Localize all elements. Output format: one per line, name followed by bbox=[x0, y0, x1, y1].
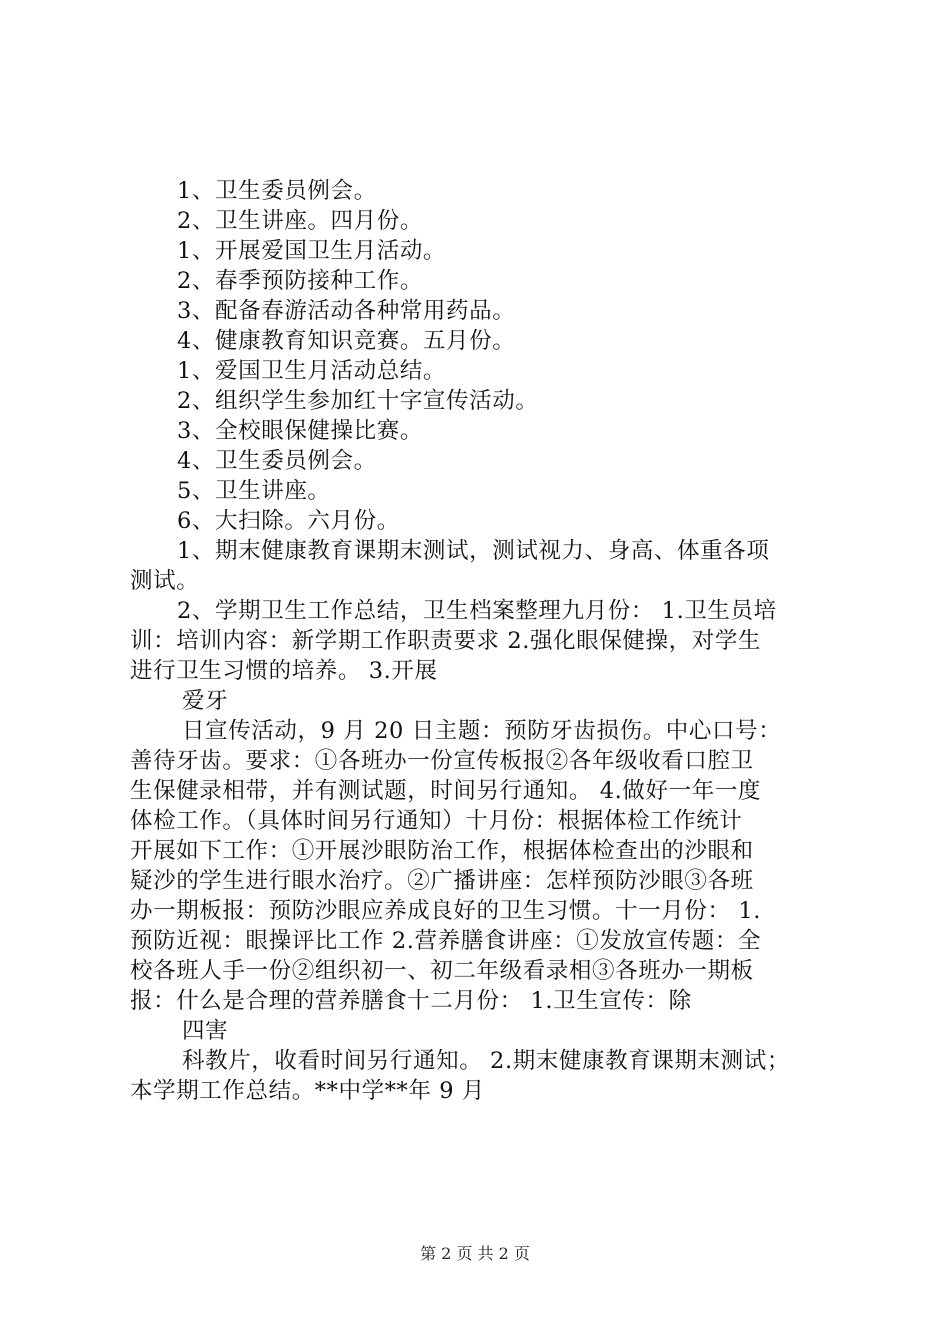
text-line: 1、开展爱国卫生月活动。 bbox=[177, 238, 447, 264]
text-line: 5、卫生讲座。 bbox=[177, 478, 331, 504]
text-line: 预防近视：眼操评比工作 2.营养膳食讲座：①发放宣传题：全 bbox=[130, 928, 762, 954]
page-number-footer: 第 2 页 共 2 页 bbox=[420, 1244, 530, 1263]
text-line: 1、爱国卫生月活动总结。 bbox=[177, 358, 447, 384]
text-line: 6、大扫除。六月份。 bbox=[177, 508, 400, 534]
text-line: 2、春季预防接种工作。 bbox=[177, 268, 423, 294]
text-line: 办一期板报：预防沙眼应养成良好的卫生习惯。十一月份： 1. bbox=[130, 898, 762, 924]
text-line: 科教片，收看时间另行通知。 2.期末健康教育课期末测试； bbox=[182, 1048, 790, 1074]
text-line: 进行卫生习惯的培养。 3.开展 bbox=[130, 658, 438, 684]
text-line: 3、全校眼保健操比赛。 bbox=[177, 418, 423, 444]
text-line: 训：培训内容：新学期工作职责要求 2.强化眼保健操，对学生 bbox=[130, 628, 762, 654]
text-line: 体检工作。（具体时间另行通知）十月份：根据体检工作统计 bbox=[130, 808, 743, 834]
text-line: 校各班人手一份②组织初一、初二年级看录相③各班办一期板 bbox=[130, 958, 754, 984]
text-line: 日宣传活动，9 月 20 日主题：预防牙齿损伤。中心口号： bbox=[182, 718, 782, 744]
text-line: 疑沙的学生进行眼水治疗。②广播讲座：怎样预防沙眼③各班 bbox=[130, 868, 754, 894]
text-line: 测试。 bbox=[130, 568, 200, 594]
text-line: 爱牙 bbox=[182, 688, 229, 714]
text-line: 2、卫生讲座。四月份。 bbox=[177, 208, 423, 234]
text-line: 2、组织学生参加红十字宣传活动。 bbox=[177, 388, 539, 414]
text-line: 4、健康教育知识竞赛。五月份。 bbox=[177, 328, 516, 354]
text-line: 善待牙齿。要求：①各班办一份宣传板报②各年级收看口腔卫 bbox=[130, 748, 754, 774]
text-line: 报：什么是合理的营养膳食十二月份： 1.卫生宣传：除 bbox=[130, 988, 692, 1014]
text-line: 1、期末健康教育课期末测试，测试视力、身高、体重各项 bbox=[177, 538, 770, 564]
text-line: 开展如下工作：①开展沙眼防治工作，根据体检查出的沙眼和 bbox=[130, 838, 754, 864]
text-line: 2、学期卫生工作总结，卫生档案整理九月份： 1.卫生员培 bbox=[177, 598, 777, 624]
text-line: 本学期工作总结。**中学**年 9 月 bbox=[130, 1078, 486, 1104]
text-line: 3、配备春游活动各种常用药品。 bbox=[177, 298, 516, 324]
text-line: 四害 bbox=[182, 1018, 229, 1044]
text-line: 1、卫生委员例会。 bbox=[177, 178, 377, 204]
text-line: 生保健录相带，并有测试题，时间另行通知。 4.做好一年一度 bbox=[130, 778, 762, 804]
document-body bbox=[130, 176, 830, 1106]
text-line: 4、卫生委员例会。 bbox=[177, 448, 377, 474]
